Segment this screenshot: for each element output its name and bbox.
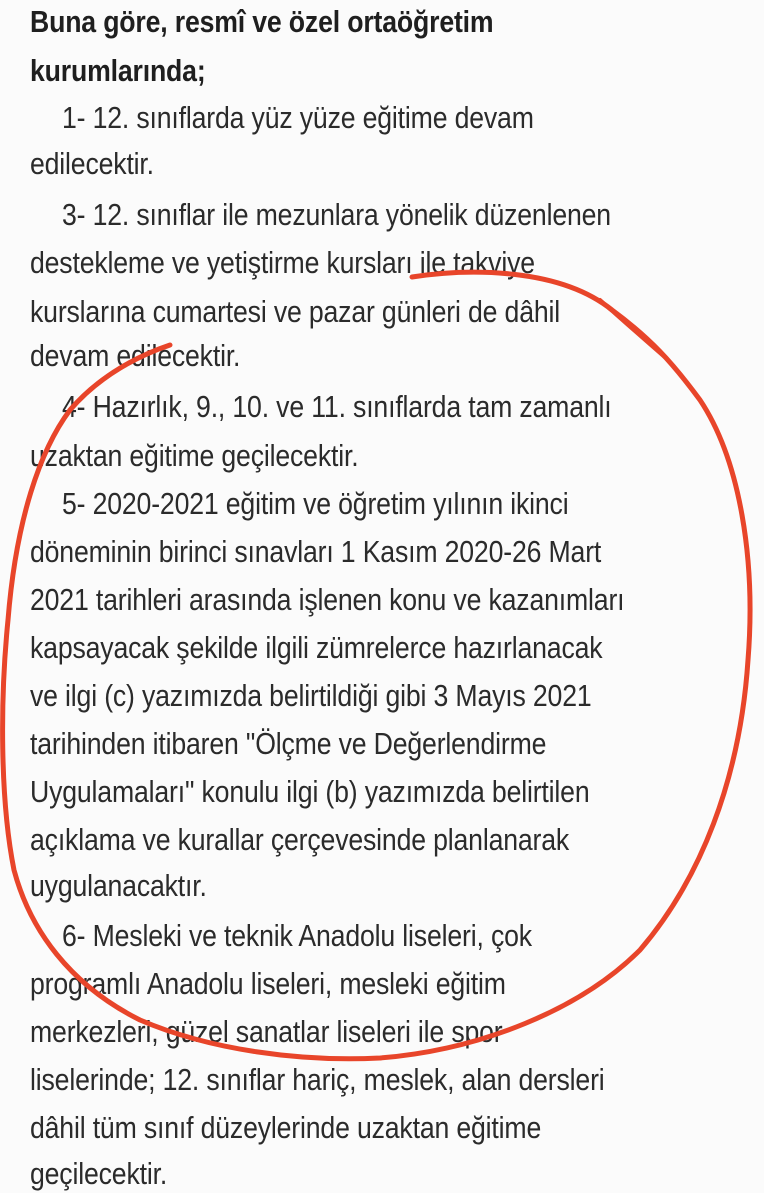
item-1-line-2: edilecektir. bbox=[30, 146, 154, 181]
item-6-line-4: liselerinde; 12. sınıflar hariç, meslek, alan dersleri bbox=[30, 1062, 605, 1097]
item-6-line-3: merkezleri, güzel sanatlar liseleri ile spor bbox=[30, 1014, 503, 1049]
heading-line-2: kurumlarında; bbox=[30, 53, 206, 88]
item-5-line-2: döneminin birinci sınavları 1 Kasım 2020-26 Mart bbox=[30, 534, 602, 569]
item-6-line-6: geçilecektir. bbox=[30, 1156, 168, 1191]
heading-line-1: Buna göre, resmî ve özel ortaöğretim bbox=[30, 4, 494, 39]
item-5-line-9: uygulanacaktır. bbox=[30, 868, 207, 903]
item-1-line-1: 1- 12. sınıflarda yüz yüze eğitime devam bbox=[62, 100, 534, 135]
item-3-line-4: devam edilecektir. bbox=[30, 338, 241, 373]
item-3-line-3: kurslarına cumartesi ve pazar günleri de dâhil bbox=[30, 294, 561, 329]
item-3-line-1: 3- 12. sınıflar ile mezunlara yönelik düzenlenen bbox=[62, 197, 611, 232]
item-5-line-6: tarihinden itibaren "Ölçme ve Değerlendirme bbox=[30, 726, 547, 761]
item-5-line-4: kapsayacak şekilde ilgili zümrelerce hazırlanacak bbox=[30, 630, 603, 665]
item-5-line-5: ve ilgi (c) yazımızda belirtildiği gibi 3 Mayıs 2021 bbox=[30, 678, 592, 713]
item-4-line-2: uzaktan eğitime geçilecektir. bbox=[30, 438, 359, 473]
item-5-line-1: 5- 2020-2021 eğitim ve öğretim yılının ikinci bbox=[62, 486, 569, 521]
item-5-line-7: Uygulamaları" konulu ilgi (b) yazımızda belirtilen bbox=[30, 774, 590, 809]
item-5-line-3: 2021 tarihleri arasında işlenen konu ve kazanımları bbox=[30, 582, 625, 617]
item-6-line-5: dâhil tüm sınıf düzeylerinde uzaktan eğitime bbox=[30, 1110, 542, 1145]
item-5-line-8: açıklama ve kurallar çerçevesinde planlanarak bbox=[30, 822, 570, 857]
item-6-line-1: 6- Mesleki ve teknik Anadolu liseleri, çok bbox=[62, 918, 532, 953]
red-stroke-tail bbox=[600, 300, 668, 360]
item-4-line-1: 4- Hazırlık, 9., 10. ve 11. sınıflarda tam zamanlı bbox=[62, 389, 612, 424]
item-6-line-2: programlı Anadolu liseleri, mesleki eğitim bbox=[30, 966, 506, 1001]
item-3-line-2: destekleme ve yetiştirme kursları ile takviye bbox=[30, 245, 535, 280]
